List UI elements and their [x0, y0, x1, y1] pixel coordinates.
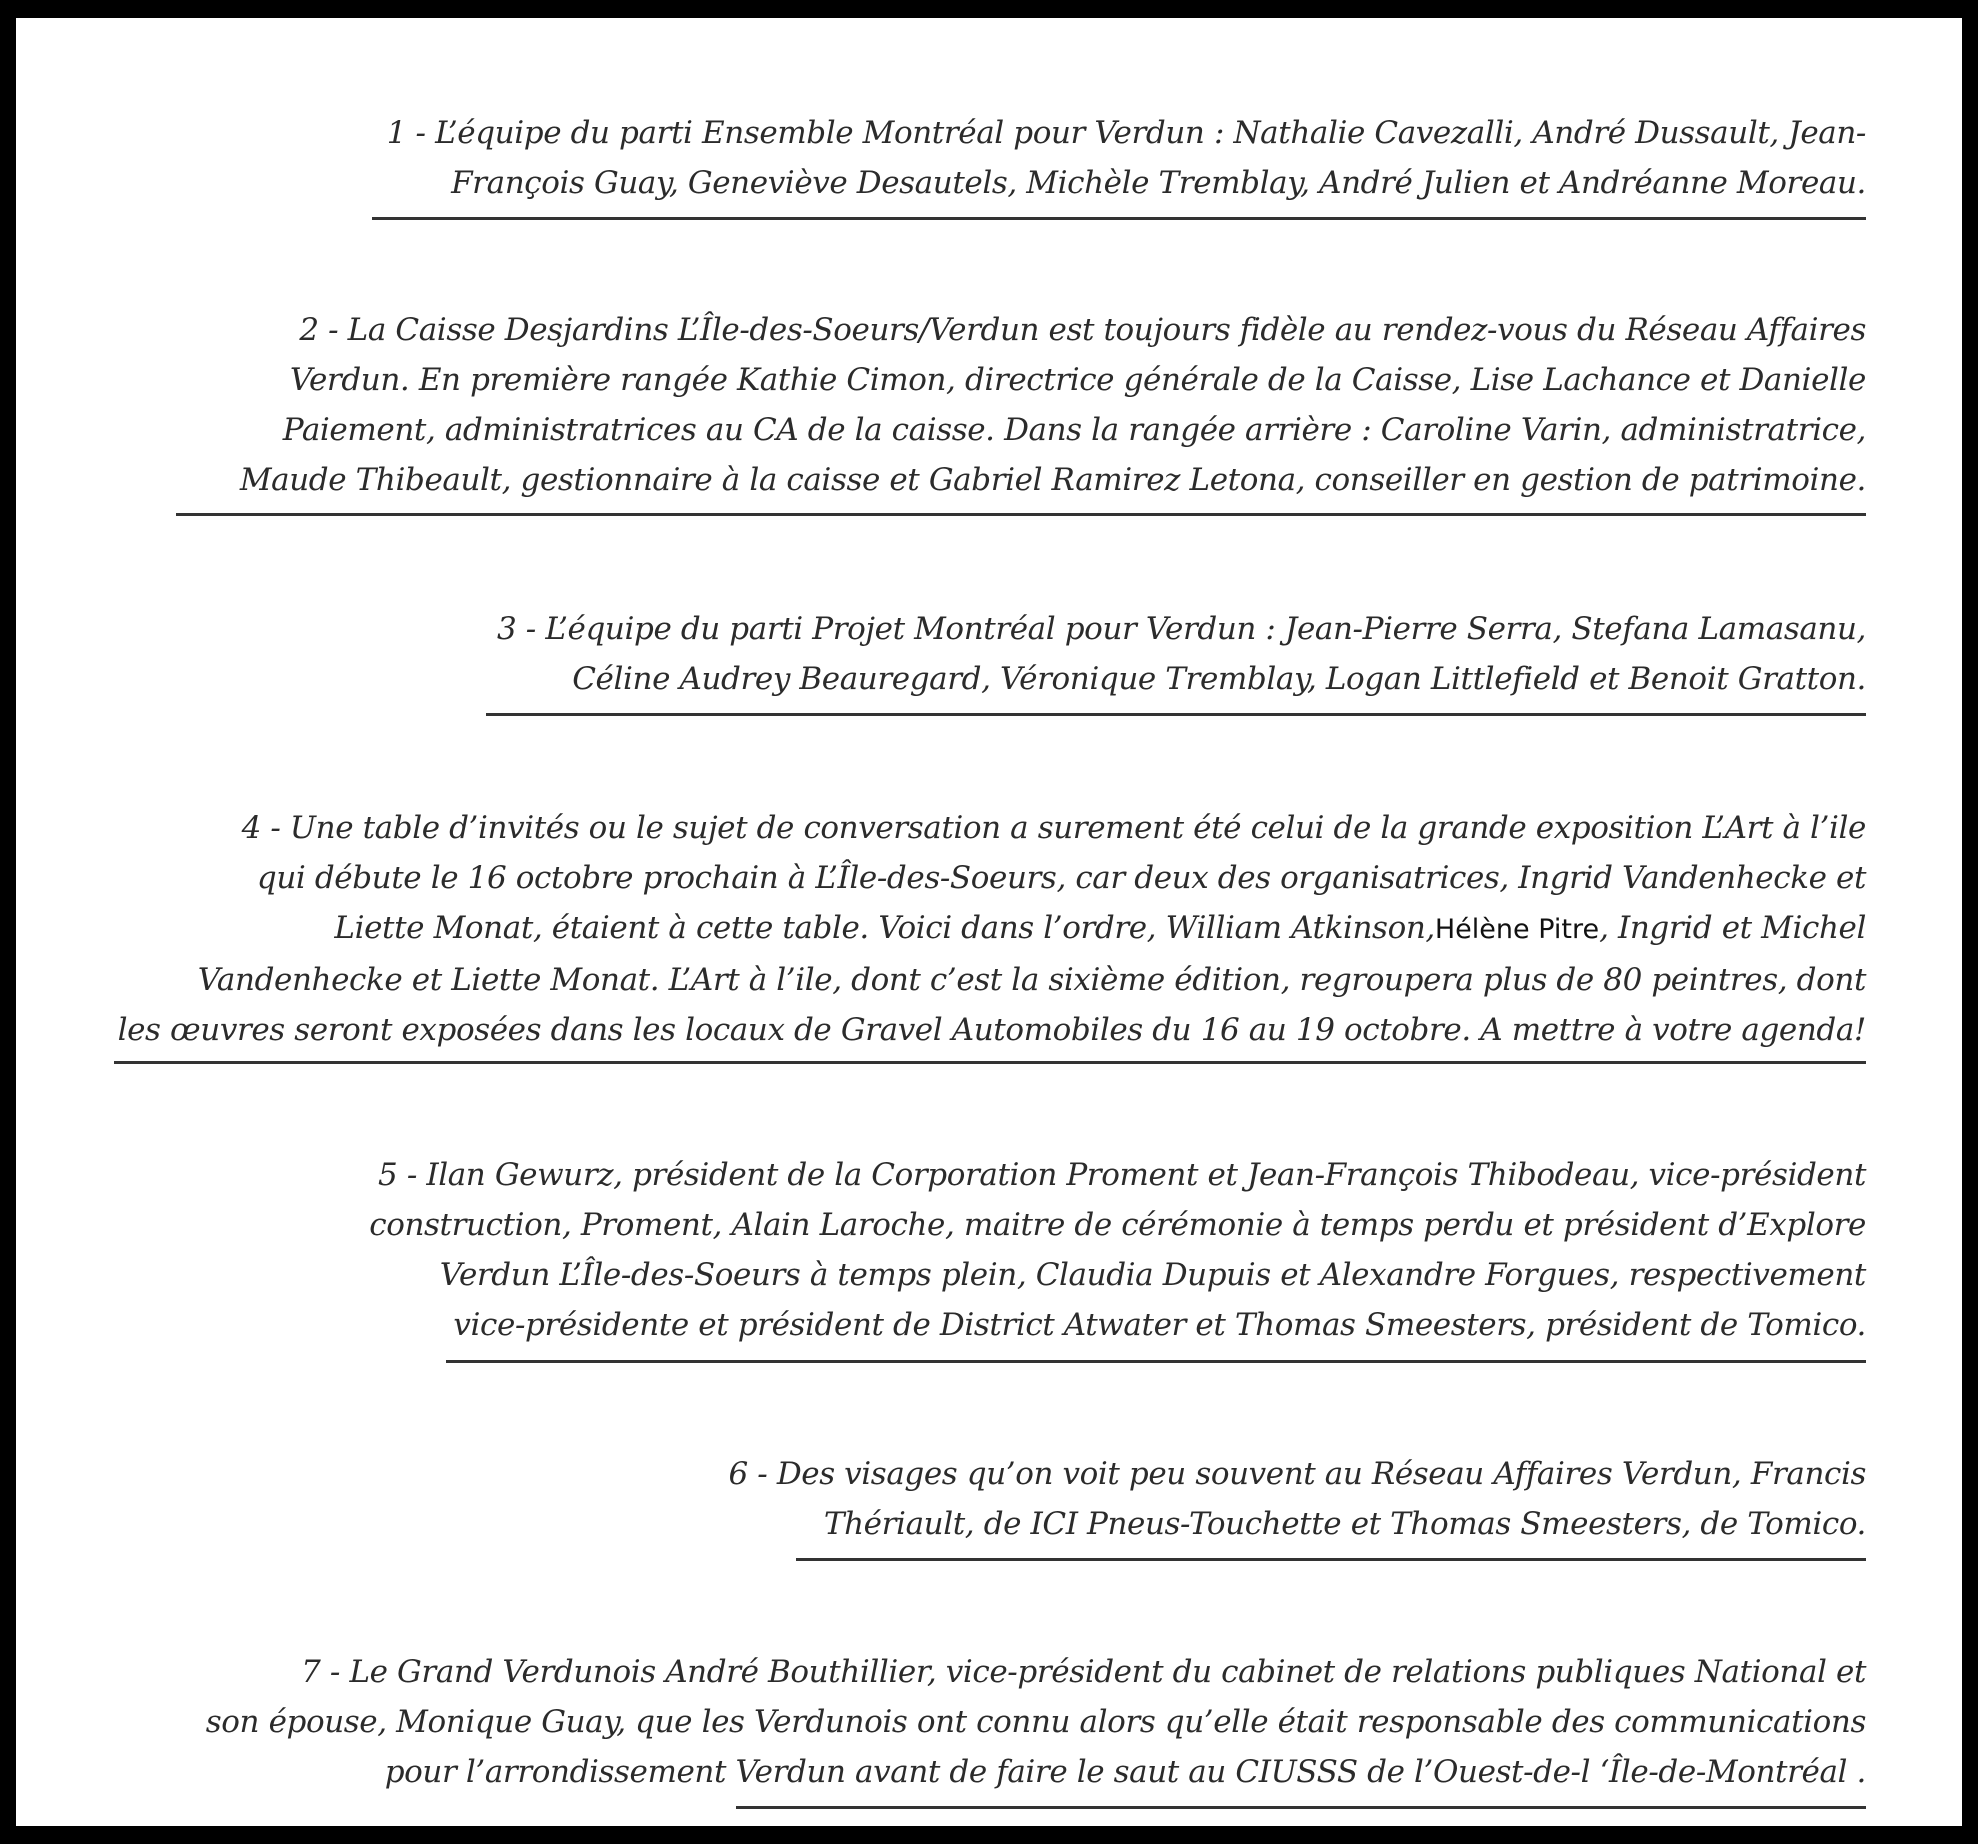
caption-5-underline — [446, 1360, 1866, 1363]
caption-2-line-1: 2 - La Caisse Desjardins L’Île-des-Soeurs/Verdun est toujours fidèle au rendez-vous du Réseau Affaires — [299, 312, 1866, 348]
caption-4-line-2: qui débute le 16 octobre prochain à L’Île-des-Soeurs, car deux des organisatrices, Ingrid Vandenhecke et — [256, 860, 1866, 896]
caption-2-line-3: Paiement, administratrices au CA de la caisse. Dans la rangée arrière : Caroline Varin, administratrice, — [282, 412, 1866, 448]
caption-7-line-2: son épouse, Monique Guay, que les Verdunois ont connu alors qu’elle était responsable des communications — [205, 1704, 1866, 1740]
caption-2 — [240, 305, 1866, 505]
caption-5-line-2: construction, Proment, Alain Laroche, maitre de cérémonie à temps perdu et président d’Explore — [369, 1207, 1866, 1243]
caption-1-underline — [372, 217, 1866, 220]
caption-4-line-3 — [118, 903, 1866, 955]
caption-2-line-4: Maude Thibeault, gestionnaire à la caisse et Gabriel Ramirez Letona, conseiller en gestion de patrimoine. — [239, 462, 1866, 498]
caption-4-line-1: 4 - Une table d’invités ou le sujet de conversation a surement été celui de la grande exposition L’Art à l’ile — [241, 810, 1866, 846]
caption-3-line-1: 3 - L’équipe du parti Projet Montréal pour Verdun : Jean-Pierre Serra, Stefana Lamasanu, — [497, 611, 1866, 647]
caption-1-line-1: 1 - L’équipe du parti Ensemble Montréal pour Verdun : Nathalie Cavezalli, André Dussault, Jean- — [386, 115, 1866, 151]
caption-page — [16, 18, 1962, 1826]
caption-6 — [729, 1449, 1866, 1549]
caption-4-line-3-end: , Ingrid et Michel — [1599, 910, 1866, 946]
caption-6-underline — [796, 1558, 1866, 1561]
caption-5-line-4: vice-présidente et président de District Atwater et Thomas Smeesters, président de Tomico. — [453, 1307, 1866, 1343]
caption-2-line-2: Verdun. En première rangée Kathie Cimon, directrice générale de la Caisse, Lise Lachance et Danielle — [289, 362, 1866, 398]
caption-7-line-1: 7 - Le Grand Verdunois André Bouthillier, vice-président du cabinet de relations publiques National et — [301, 1654, 1866, 1690]
caption-6-line-1: 6 - Des visages qu’on voit peu souvent au Réseau Affaires Verdun, Francis — [728, 1456, 1866, 1492]
caption-5 — [369, 1150, 1866, 1350]
caption-7-underline — [736, 1806, 1866, 1809]
caption-3-underline — [486, 713, 1866, 716]
caption-7-line-3: pour l’arrondissement Verdun avant de faire le saut au CIUSSS de l’Ouest-de-l ‘Île-de-Montréal . — [384, 1754, 1866, 1790]
caption-5-line-1: 5 - Ilan Gewurz, président de la Corporation Proment et Jean-François Thibodeau, vice-président — [378, 1157, 1866, 1193]
caption-4-line-4: Vandenhecke et Liette Monat. L’Art à l’ile, dont c’est la sixième édition, regroupera plus de 80 peintres, dont — [197, 962, 1866, 998]
caption-4-line-3-start: Liette Monat, étaient à cette table. Voici dans l’ordre, William Atkinson, — [334, 910, 1435, 946]
overlay-name-label: Hélène Pitre — [1434, 914, 1600, 945]
caption-4 — [118, 803, 1866, 1055]
caption-4-line-5: les œuvres seront exposées dans les locaux de Gravel Automobiles du 16 au 19 octobre. A mettre à votre agenda! — [117, 1012, 1866, 1048]
caption-1 — [387, 108, 1866, 208]
caption-1-line-2: François Guay, Geneviève Desautels, Michèle Tremblay, André Julien et Andréanne Moreau. — [451, 165, 1866, 201]
caption-6-line-2: Thériault, de ICI Pneus-Touchette et Thomas Smeesters, de Tomico. — [823, 1506, 1866, 1542]
caption-3 — [497, 604, 1866, 704]
caption-7 — [206, 1647, 1866, 1797]
caption-2-underline — [176, 513, 1866, 516]
caption-4-underline — [114, 1061, 1866, 1064]
caption-3-line-2: Céline Audrey Beauregard, Véronique Tremblay, Logan Littlefield et Benoit Gratton. — [572, 661, 1866, 697]
caption-5-line-3: Verdun L’Île-des-Soeurs à temps plein, Claudia Dupuis et Alexandre Forgues, respectivement — [439, 1257, 1866, 1293]
